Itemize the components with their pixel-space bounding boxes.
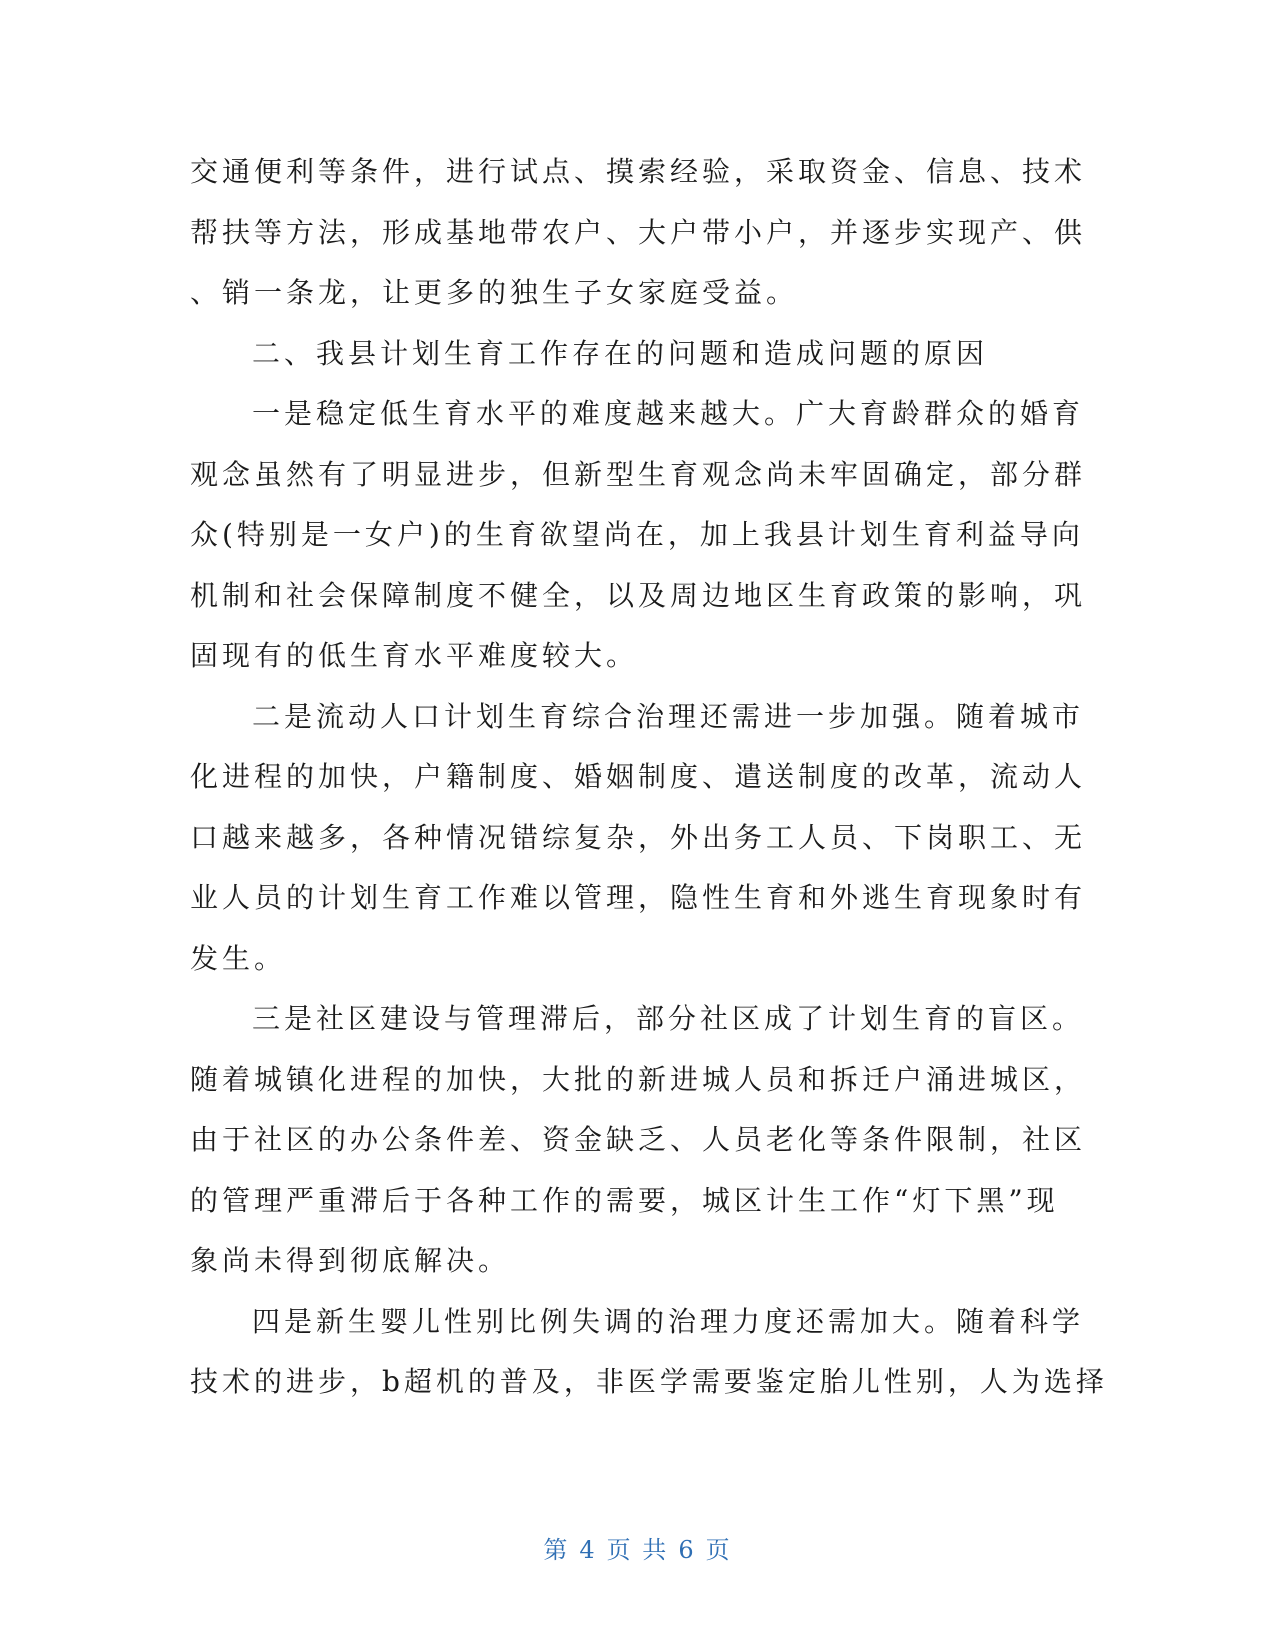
text-line: 交通便利等条件，进行试点、摸索经验，采取资金、信息、技术 [190,155,1087,188]
text-line: 固现有的低生育水平难度较大。 [190,639,639,672]
footer-suffix: 页 [705,1536,732,1564]
text-line: 随着城镇化进程的加快，大批的新进城人员和拆迁户涌进城区， [190,1062,1087,1096]
footer-prefix: 第 [543,1536,570,1564]
footer-middle: 页 共 [606,1536,669,1564]
current-page-number: 4 [579,1536,597,1564]
section-heading: 二、我县计划生育工作存在的问题和造成问题的原因 [252,336,989,370]
text-line: 四是新生婴儿性别比例失调的治理力度还需加大。随着科学 [252,1304,1085,1338]
text-line: 技术的进步，b超机的普及，非医学需要鉴定胎儿性别，人为选择 [190,1365,1108,1398]
text-line: 发生。 [190,941,287,975]
document-body [190,142,1108,1413]
text-line: 三是社区建设与管理滞后，部分社区成了计划生育的盲区。 [252,1002,1085,1035]
text-line: 化进程的加快，户籍制度、婚姻制度、遣送制度的改革，流动人 [190,760,1087,793]
text-line: 象尚未得到彻底解决。 [190,1244,511,1277]
text-line: 观念虽然有了明显进步，但新型生育观念尚未牢固确定，部分群 [190,457,1087,491]
text-line: 口越来越多，各种情况错综复杂，外出务工人员、下岗职工、无 [190,820,1087,854]
text-line: 的管理严重滞后于各种工作的需要，城区计生工作“灯下黑”现 [190,1183,1059,1217]
text-line: 众(特别是一女户)的生育欲望尚在，加上我县计划生育利益导向 [190,518,1084,551]
text-line: 业人员的计划生育工作难以管理，隐性生育和外逃生育现象时有 [190,881,1087,914]
text-line: 帮扶等方法，形成基地带农户、大户带小户，并逐步实现产、供 [190,215,1087,249]
text-line: 、销一条龙，让更多的独生子女家庭受益。 [190,276,799,309]
total-pages-number: 6 [678,1536,696,1564]
text-line: 机制和社会保障制度不健全，以及周边地区生育政策的影响，巩 [190,578,1087,612]
text-line: 二是流动人口计划生育综合治理还需进一步加强。随着城市 [252,699,1085,733]
text-line: 由于社区的办公条件差、资金缺乏、人员老化等条件限制，社区 [190,1123,1087,1156]
text-line: 一是稳定低生育水平的难度越来越大。广大育龄群众的婚育 [252,397,1085,430]
page-footer [0,1530,1275,1565]
